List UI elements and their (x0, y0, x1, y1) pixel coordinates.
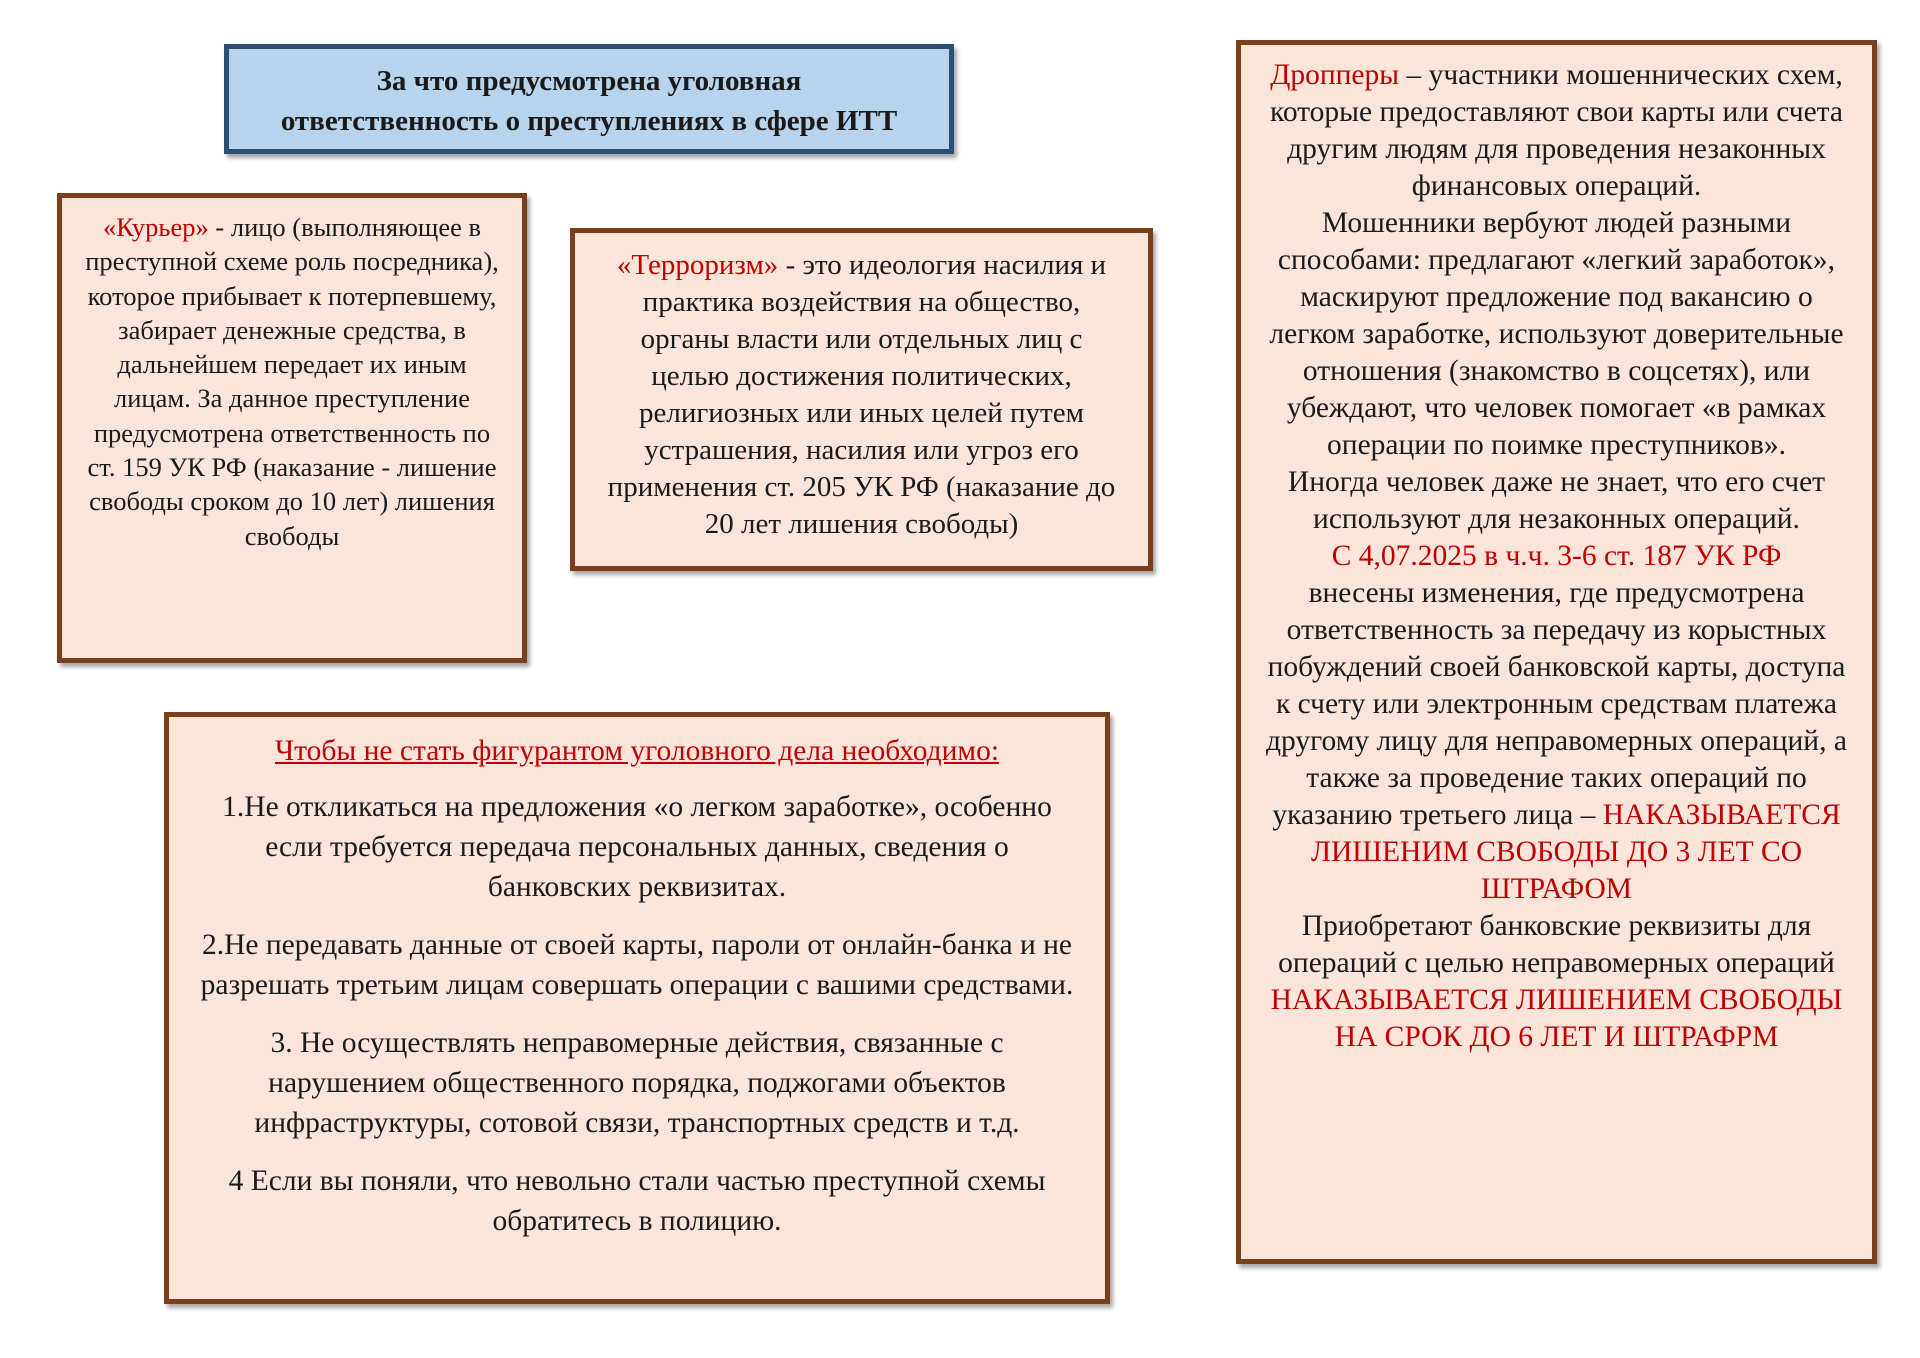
droppers-law-paragraph (1261, 575, 1852, 908)
droppers-penalty-2: НАКАЗЫВАЕТСЯ ЛИШЕНИЕМ СВОБОДЫ НА СРОК ДО 6 ЛЕТ И ШТРАФРМ (1270, 984, 1843, 1053)
courier-paragraph (84, 210, 500, 553)
droppers-box (1236, 40, 1877, 1264)
prevention-item-3: 3. Не осуществлять неправомерные действия, связанные с нарушением общественного порядка, поджогами объектов инфраструктуры, сотовой связи, транспортных средств и т.д. (254, 1027, 1020, 1139)
terrorism-definition-box (570, 228, 1153, 571)
droppers-acquire-text: Приобретают банковские реквизиты для операций с целью неправомерных операций (1278, 910, 1835, 979)
droppers-intro-text: – участники мошеннических схем, которые предоставляют свои карты или счета другим людям для проведения незаконных финансовых операций. (1269, 59, 1844, 202)
prevention-box (164, 712, 1110, 1304)
terrorism-text: - это идеология насилия и практика воздействия на общество, органы власти или отдельных лиц с целью достижения политических, религиозных или иных целей путем устрашения, насилия или угроз его применения ст. 205 УК РФ (наказание до 20 лет лишения свободы) (607, 249, 1116, 540)
prevention-item-2: 2.Не передавать данные от своей карты, пароли от онлайн-банка и не разрешать третьим лицам совершать операции с вашими средствами. (200, 929, 1074, 1001)
terrorism-paragraph (599, 247, 1124, 543)
droppers-acquire-paragraph (1261, 908, 1852, 1056)
prevention-item-4: 4 Если вы поняли, что невольно стали частью преступной схемы обратитесь в полицию. (228, 1165, 1046, 1237)
terrorism-term: «Терроризм» (616, 249, 779, 281)
droppers-law-date: С 4,07.2025 в ч.ч. 3-6 ст. 187 УК РФ (1331, 540, 1782, 572)
page-title-box (224, 44, 954, 154)
courier-term: «Курьер» (102, 212, 209, 242)
courier-text: - лицо (выполняющее в преступной схеме роль посредника), которое прибывает к потерпевшему, забирает денежные средства, в дальнейшем передает их иным лицам. За данное преступление предусмотрена ответственность по ст. 159 УК РФ (наказание - лишение свободы сроком до 10 лет) лишения свободы (85, 212, 499, 551)
droppers-unaware-paragraph: Иногда человек даже не знает, что его счет используют для незаконных операций. (1287, 466, 1826, 535)
droppers-law-text: внесены изменения, где предусмотрена ответственность за передачу из корыстных побуждений своей банковской карты, доступа к счету или электронным средствам платежа другому лицу для неправомерных операций, а также за проведение таких операций по указанию третьего лица – (1266, 577, 1847, 831)
prevention-title: Чтобы не стать фигурантом уголовного дела необходимо: (274, 735, 1000, 767)
courier-definition-box (57, 193, 527, 663)
page-title-line-2: ответственность о преступлениях в сфере ИТТ (280, 105, 898, 137)
droppers-recruit-paragraph: Мошенники вербуют людей разными способами: предлагают «легкий заработок», маскируют предложение под вакансию о легком заработке, используют доверительные отношения (знакомство в соцсетях), или убеждают, что человек помогает «в рамках операции по поимке преступников». (1269, 207, 1844, 461)
droppers-term: Дропперы (1270, 59, 1400, 91)
droppers-intro-paragraph (1261, 57, 1852, 205)
page-title-line-1: За что предусмотрена уголовная (376, 65, 802, 97)
droppers-penalty-1: НАКАЗЫВАЕТСЯ ЛИШЕНИМ СВОБОДЫ ДО 3 ЛЕТ СО ШТРАФОМ (1310, 799, 1841, 905)
prevention-item-1: 1.Не откликаться на предложения «о легком заработке», особенно если требуется передача персональных данных, сведения о банковских реквизитах. (222, 791, 1052, 903)
